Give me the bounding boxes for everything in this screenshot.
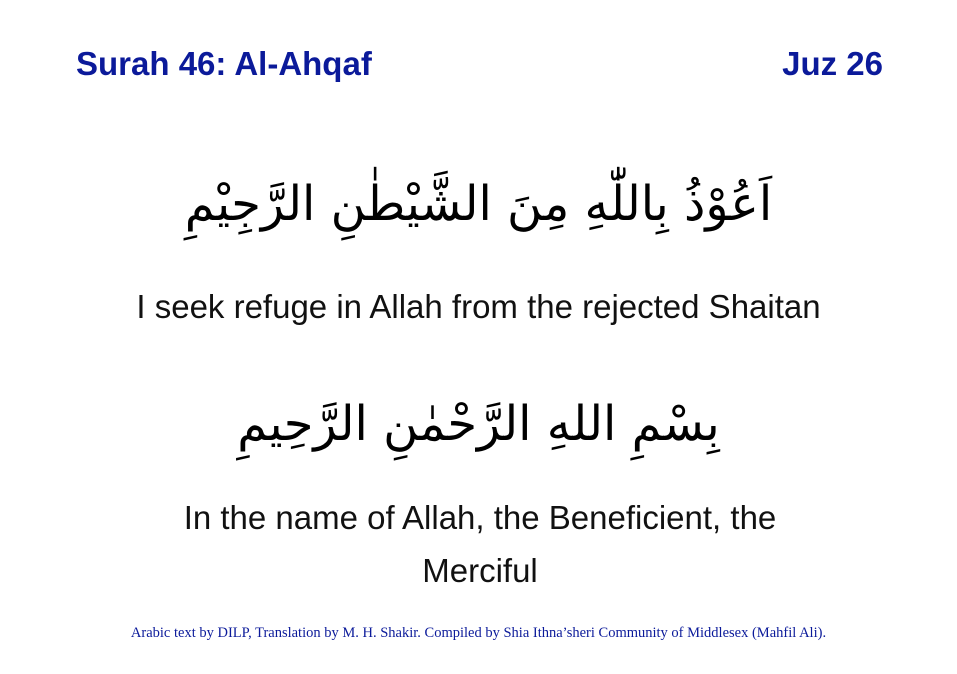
taawwudh-arabic: اَعُوْذُ بِاللّٰهِ مِنَ الشَّيْطٰنِ الرَّجِيْمِ bbox=[184, 176, 773, 232]
surah-title: Surah 46: Al-Ahqaf bbox=[76, 45, 372, 82]
taawwudh-translation: I seek refuge in Allah from the rejected Shaitan bbox=[136, 288, 821, 325]
juz-label: Juz 26 bbox=[782, 45, 883, 82]
basmala-translation: In the name of Allah, the Beneficient, the Merciful bbox=[183, 499, 777, 589]
basmala-arabic: بِسْمِ اللهِ الرَّحْمٰنِ الرَّحِيمِ bbox=[237, 396, 720, 452]
footer-credits: Arabic text by DILP, Translation by M. H. Shakir. Compiled by Shia Ithna’sheri Community of Middlesex (Mahfil Ali). bbox=[130, 625, 827, 641]
